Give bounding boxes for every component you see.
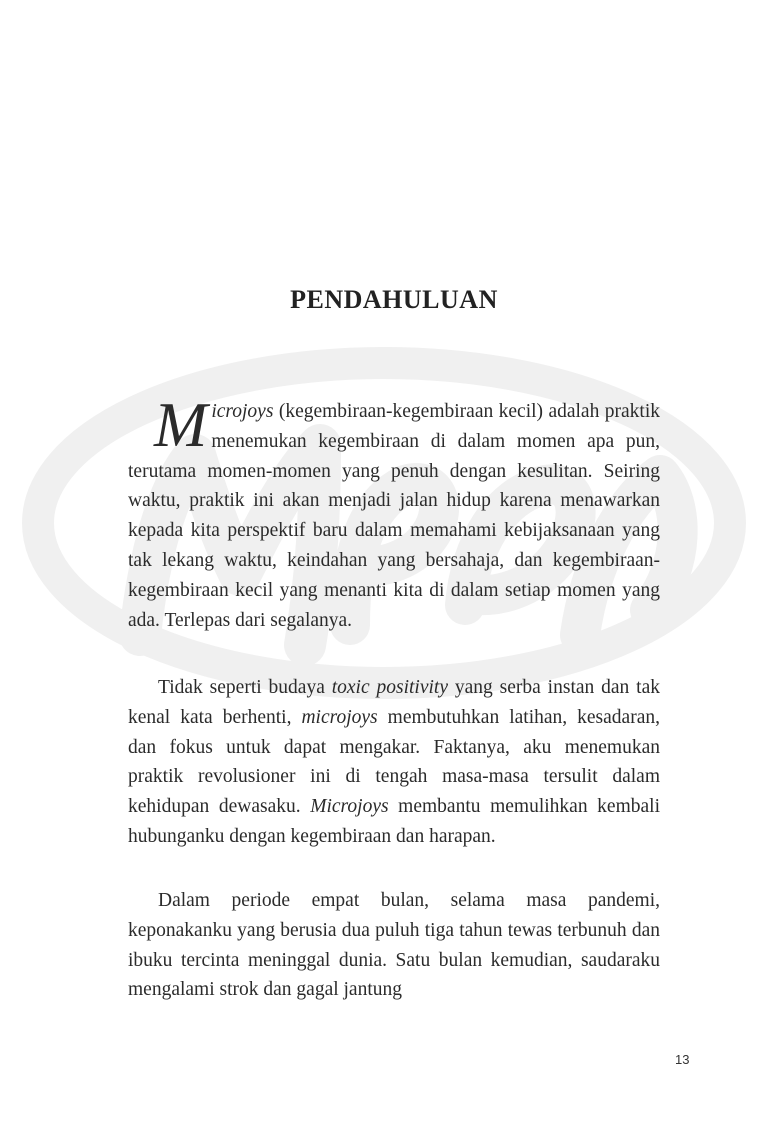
- paragraph-second: [128, 673, 660, 852]
- paragraph-intro: [128, 389, 660, 635]
- paragraph-text: membutuhkan latihan, kesadaran, dan fokus untuk dapat mengakar. Faktanya, aku menemukan praktik revolusioner ini di tengah masa-masa tersulit dalam kehidupan dewasaku.: [128, 706, 660, 818]
- paragraph-text: Tidak seperti budaya: [158, 677, 332, 698]
- paragraph-third: Dalam periode empat bulan, selama masa pandemi, keponakanku yang berusia dua puluh tiga tahun tewas terbunuh dan ibuku tercinta meninggal dunia. Satu bulan kemudian, saudaraku mengalami strok dan gagal jantung: [128, 890, 660, 1001]
- paragraph-text: yang serba instan dan tak kenal kata berhenti,: [128, 677, 660, 728]
- term-toxic-positivity: toxic positivity: [331, 677, 448, 698]
- page-number: 13: [675, 1052, 690, 1067]
- term-microjoys: icrojoys: [211, 401, 274, 422]
- term-microjoys: microjoys: [301, 706, 378, 728]
- paragraph-text: membantu memulihkan kembali hubunganku dengan kegembiraan dan harapan.: [128, 796, 660, 847]
- paragraph-intro-text: (kegembiraan-kegembiraan kecil) adalah praktik menemukan kegembiraan di dalam momen apa pun, terutama momen-momen yang penuh dengan kesulitan. Seiring waktu, praktik ini akan menjadi jalan hidup karena menawarkan kepada kita perspektif baru dalam memahami kebijaksanaan yang tak lekang waktu, keindahan yang bersahaja, dan kegembiraan-kegembiraan kecil yang menanti kita di dalam setiap momen yang ada. Terlepas dari segalanya.: [128, 401, 660, 631]
- term-microjoys: Microjoys: [310, 796, 389, 818]
- drop-cap: M: [154, 389, 208, 460]
- book-page: [128, 0, 660, 1122]
- chapter-title: PENDAHULUAN: [290, 285, 498, 315]
